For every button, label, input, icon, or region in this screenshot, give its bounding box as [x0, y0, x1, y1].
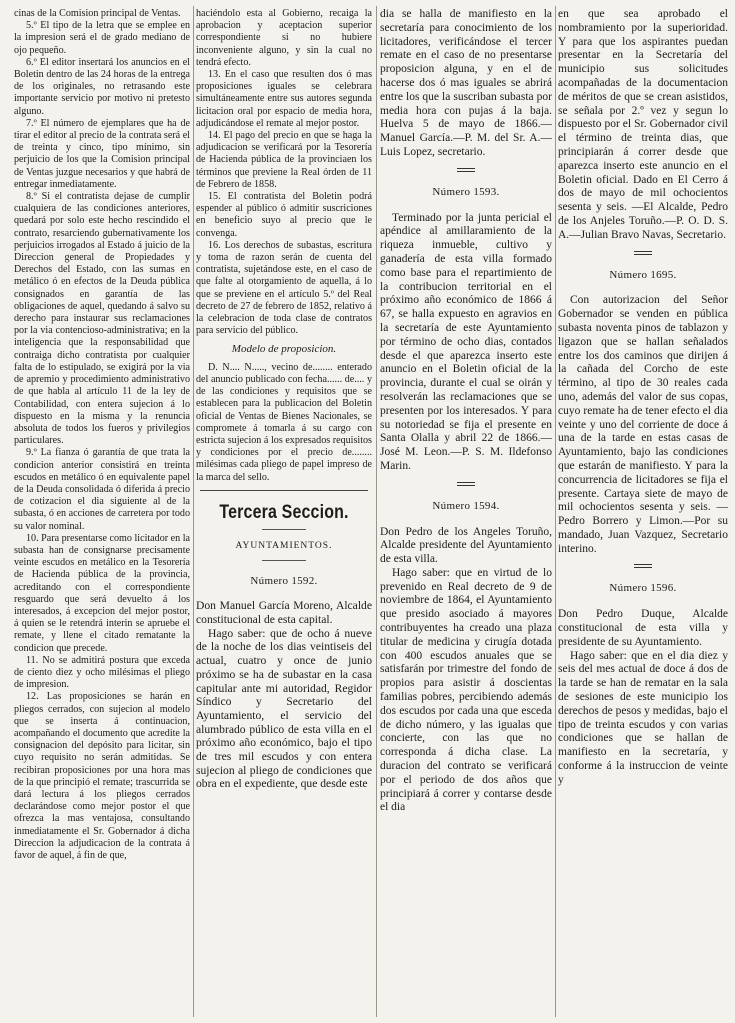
condition-16: 16. Los derechos de subastas, escritura y toma de razon serán de cuenta del contratista, sujetándose este, en el caso de que falte al otorgamiento de aquella, á lo que se previene en el artículo 5.º del Real decreto de 27 de febrero de 1852, relativo á la celebracion de toda clase de contratos para servicio del público.: [196, 239, 372, 337]
condition-5: 5.º El tipo de la letra que se emplee en la impresion será el de grado mediano de ojo pequeño.: [14, 20, 190, 56]
divider: [457, 482, 475, 486]
condition-14: 14. El pago del precio en que se haga la adjudicacion se verificará por la Tesorería de Hacienda pública de la provinciaen los términos que previene la Real órden de 11 de Febrero de 1858.: [196, 130, 372, 190]
paragraph: en que sea aprobado el nombramiento por la superioridad. Y para que los aspirantes puedan presentar en la Secretaría del municipio sus solicitudes acompañadas de la documentacion de méritos de que se crean asistidos, se señala por 2.º vez y segun lo dispuesto por el Sr. Gobernador civil el término de treinta dias, que principiarán á correr desde que aparezca inserto este anuncio en el Boletin oficial. Dado en El Cerro á dos de mayo de mil ochocientos sesenta y seis. —El Alcalde, Pedro de los Anjeles Toruño.—P. O. D. S. A.—Julian Bravo Navas, Secretario.: [558, 8, 728, 241]
divider: [634, 251, 652, 255]
notice-heading: Don Pedro de los Angeles Toruño, Alcalde presidente del Ayuntamiento de esta villa.: [380, 525, 552, 566]
column-rule: [555, 6, 556, 1017]
condition-12: 12. Las proposiciones se harán en pliegos cerrados, con sujecion al modelo que se inserta á continuacion, acompañando el documento que acredite la consignacion del depósito para licitar, sin cuyo requisito no serán admitidas. Se recibiran proposiciones por una hora mas de la que principió el remate; trascurrida se dará lectura á los pliegos cerrados declarándose como mejor postor el que ofrezca la mas ventajosa, consultando inmediatamente el Sr. Gobernador á dicha Direccion la adjudicacion de la contrata á favor de aquel, á fin de que,: [14, 691, 190, 862]
section-title: Tercera Seccion.: [219, 501, 349, 523]
column-1: [14, 8, 190, 1017]
notice-body: Hago saber: que en el dia diez y seis del mes actual de doce á dos de la tarde se han de rematar en la sala de sesiones de este municipio los derechos de pesos y medidas, bajo el tipo de treinta escudos y con varias condiciones que se hallan de manifiesto en la secretaría, y conforme á la instruccion de veinte y: [558, 649, 728, 786]
column-4: [558, 8, 728, 1017]
notice-number: Número 1695.: [609, 268, 677, 281]
section-rule: [200, 490, 368, 491]
paragraph: dia se halla de manifiesto en la secretaría para conocimiento de los licitadores, verificándose el tercer remate en el caso de no presentarse proposicion alguna, y en el de hacerse dos ó mas iguales se abrirá entre los que la suscriban subasta por media hora con pujas á la baja. Huelva 5 de mayo de 1866.—Manuel García.—P. M. del Sr. A.—Luis Lopez, secretario.: [380, 8, 552, 158]
column-3: [380, 8, 552, 1017]
notice-body: Hago saber: que de ocho á nueve de la noche de los dias veintiseis del actual, cuatro y once de junio próximo se ha de subastar en la casa capitular ante mi autoridad, Regidor Síndico y Secretario del Ayuntamiento, el servicio del alumbrado público de esta villa en el próximo año económico, bajo el tipo de tres mil escudos y con entera sujecion al pliego de condiciones que obra en el expediente, que desde este: [196, 626, 372, 791]
condition-8: 8.º Si el contratista dejase de cumplir cualquiera de las condiciones anteriores, quedará por solo este hecho rescindido el contrato, resarciendo gubernativamente los perjuicios irrogados al Estado á juicio de la Direccion general de Propiedades y Derechos del Estado, con las sumas en metálico ó en efectos de la Deuda pública consignados en garantía de las obligaciones de aquel, quedando á salvo su derecho para instaurar sus reclamaciones por la via contencioso-administrativa; en la inteligencia que la responsabilidad que contraiga dicho contratista por cualquier falta de lo estipulado, se exigirá por la via de apremio y procedimiento administrativo de que habla al artículo 11 de la ley de Contabilidad, con entera sujecion á lo dispuesto en la misma y la renuncia absoluta de todos los fueros y privilegios particulares.: [14, 191, 190, 447]
notice-number: Número 1594.: [432, 499, 500, 512]
divider: [457, 168, 475, 172]
condition-13: 13. En el caso que resulten dos ó mas proposiciones iguales se celebrara simultáneamente entre sus autores segunda licitacion oral por espacio de media hora, adjudicándose el remate al mejor postor.: [196, 69, 372, 129]
notice-number: Número 1593.: [432, 185, 500, 198]
condition-6: 6.º El editor insertará los anuncios en el Boletin dentro de las 24 horas de la entrega de los originales, no retrasando este importante servicio por motivo ni pretesto alguno.: [14, 56, 190, 117]
divider: [262, 560, 306, 561]
model-title: Modelo de proposicion.: [231, 343, 337, 356]
paragraph: haciéndolo esta al Gobierno, recaiga la aprobacion y aceptacion superior correspondiente si no hubiere inconveniente alguno, y sin la cual no tendrá efecto.: [196, 8, 372, 68]
condition-7: 7.º El número de ejemplares que ha de tirar el editor al precio de la contrata será el de treinta y cinco, tipo mínimo, sin perjuicio de los que la Comision principal de Ventas juzgue necesarios y que habrá de entregar inmediatamente.: [14, 117, 190, 190]
notice-body: Terminado por la junta pericial el apéndice al amillaramiento de la riqueza inmueble, cultivo y ganadería de esta villa formado como base para el repartimiento de la contribucion territorial en el próximo año económico de 1866 á 67, se halla expuesto en agravios en la secretaría de este Ayuntamiento por término de ocho dias, contados desde el que aparezca inserto este anuncio en el Boletin oficial de la provincia, durante el cual se oirán y resolverán las reclamaciones que se presenten por los interesados. Y para su notoriedad se fija el presente en Santa Olalla y abril 22 de 1866.—José M. Leon.—P. S. M. Ildefonso Marin.: [380, 211, 552, 472]
condition-9: 9.º La fianza ó garantía de que trata la condicion anterior consistirá en treinta escudos en metálico ó en equivalente papel de la Deuda consolidada ó diferida á precio de cotizacion el dia siguiente al de la subasta, ó en acciones de carretera por todo su valor nominal.: [14, 447, 190, 532]
notice-heading: Don Manuel García Moreno, Alcalde constitucional de esta capital.: [196, 599, 372, 627]
condition-10: 10. Para presentarse como licitador en la subasta han de consignarse precisamente veinte escudos en metálico en la Tesorería de Hacienda pública de la provincia, acreditando con el correspondiente resguardo que será devuelto á los interesados, á excepcion del mejor postor, á quien se le retendrá interin se apruebe el remate, y llene el citado rematante la condicion que precede.: [14, 532, 190, 654]
divider: [262, 529, 306, 530]
notice-heading: Don Pedro Duque, Alcalde constitucional de esta villa y presidente de su Ayuntamiento.: [558, 608, 728, 648]
column-rule: [193, 6, 194, 1017]
divider: [634, 564, 652, 568]
notice-number: Número 1596.: [609, 582, 677, 595]
column-2: [196, 8, 372, 1017]
paragraph: cinas de la Comision principal de Ventas.: [14, 8, 181, 19]
section-subtitle: AYUNTAMIENTOS.: [235, 540, 333, 551]
column-rule: [376, 6, 377, 1017]
notice-body: Con autorizacion del Señor Gobernador se venden en pública subasta noventa pinos de tablazon y ligazon que se hallan señalados entre los dos caminos que dirijen á la cañada del Corcho de este término, al tipo de 30 reales cada uno, además del valor de sus copas, cuyo remate ha de tener efecto el dia veinte y uno del corriente de doce á una de la tarde en estas casas de Ayuntamiento, bajo las condiciones que estarán de manifiesto. Y para la concurrencia de licitadores se fija el presente. Cartaya siete de mayo de mil ochocientos sesenta y seis. —Pedro Borrero y Limon.—Por su mandado, Juan Vazquez, Secretario interino.: [558, 294, 728, 555]
model-text: D. N.... N....., vecino de........ enterado del anuncio publicado con fecha...... de.... y de las condiciones y requisitos que se establecen para la publicacion del Boletin oficial de Ventas de Bienes Nacionales, se compromete á tomarla á su cargo con estricta sujecion á los expresados requisitos y condiciones por el precio de........ milésimas cada pliego de papel impreso de la marca del sello.: [196, 361, 372, 483]
notice-body: Hago saber: que en virtud de lo prevenido en Real decreto de 9 de noviembre de 1864, el Ayuntamiento que presido asociado á mayores contribuyentes ha creado una plaza titular de medicina y cirugía dotada con 400 escudos anuales que se satisfarán por trimestre del fondo de propios para asistir á doscientas familias pobres, percibiendo además dos escudos por cada una que esceda de dicho número, y las igualas que concierte, con las que no corresponda á dicha clase. La duracion del contrato se verificará por el periodo de dos años que principiará á correr y contarse desde el dia: [380, 566, 552, 814]
notice-number: Número 1592.: [250, 575, 318, 588]
condition-15: 15. El contratista del Boletin podrá espender al público ó admitir suscriciones en beneficio suyo al precio que le convenga.: [196, 191, 372, 239]
condition-11: 11. No se admitirá postura que exceda de ciento diez y ocho milésimas el pliego de impresion.: [14, 654, 190, 691]
